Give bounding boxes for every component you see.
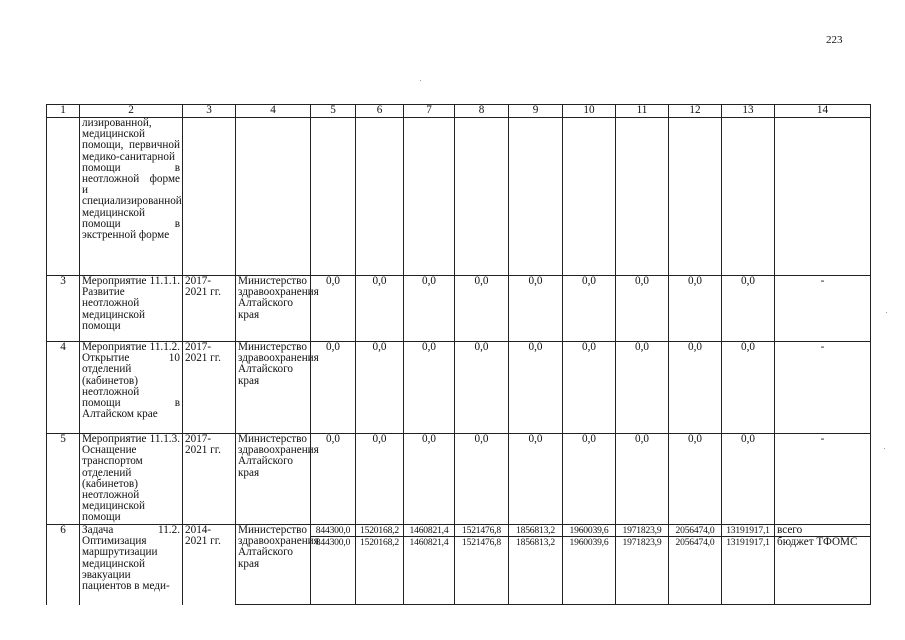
row-value: 0,0 xyxy=(616,434,669,525)
row-value: 0,0 xyxy=(509,276,563,342)
row-number: 3 xyxy=(47,276,80,342)
row-value: 0,0 xyxy=(404,276,455,342)
value-total: 1520168,2 xyxy=(360,525,399,536)
row-value: 0,0 xyxy=(563,434,616,525)
row-period: 2017-2021 гг. xyxy=(183,342,236,434)
row-value: 0,0 xyxy=(563,276,616,342)
row-value: 0,0 xyxy=(669,276,722,342)
row-name: лизированной, медицинской помощи, первичной медико-санитарной помощи в неотложной форме и специализированной медицинской помощи в экстренной форме xyxy=(80,118,183,276)
row-source: - xyxy=(775,434,871,525)
source-tfoms: бюджет ТФОМС xyxy=(775,536,870,548)
row-value: 0,0 xyxy=(616,276,669,342)
row-value xyxy=(616,118,669,276)
row-value-cell xyxy=(669,525,722,605)
row-value xyxy=(404,118,455,276)
value-tfoms: 1856813,2 xyxy=(509,536,562,548)
row-name: Мероприятие 11.1.2. Открытие 10 отделений (кабинетов) неотложной помощи в Алтайском крае xyxy=(80,342,183,434)
row-value: 0,0 xyxy=(563,342,616,434)
row-executor xyxy=(236,118,311,276)
row-value xyxy=(311,118,356,276)
value-total: 13191917,1 xyxy=(726,525,770,536)
value-tfoms: 1521476,8 xyxy=(455,536,508,548)
row-value: 0,0 xyxy=(722,434,775,525)
column-number: 7 xyxy=(404,105,455,118)
row-value-cell xyxy=(356,525,404,605)
row-value xyxy=(455,118,509,276)
row-period: 2014-2021 гг. xyxy=(183,525,236,605)
column-number: 5 xyxy=(311,105,356,118)
column-number: 3 xyxy=(183,105,236,118)
row-value: 0,0 xyxy=(311,434,356,525)
scan-speck xyxy=(420,80,421,81)
value-total: 1521476,8 xyxy=(462,525,501,536)
scan-speck xyxy=(884,448,885,449)
row-executor: Министерство здравоохранения Алтайского края xyxy=(236,342,311,434)
column-number: 9 xyxy=(509,105,563,118)
row-value-cell xyxy=(311,525,356,605)
value-tfoms: 2056474,0 xyxy=(669,536,721,548)
column-number: 10 xyxy=(563,105,616,118)
row-period: 2017-2021 гг. xyxy=(183,276,236,342)
row-value xyxy=(356,118,404,276)
row-value: 0,0 xyxy=(669,434,722,525)
row-value-cell xyxy=(722,525,775,605)
column-number: 6 xyxy=(356,105,404,118)
row-value xyxy=(722,118,775,276)
value-tfoms: 13191917,1 xyxy=(722,536,774,548)
row-number: 5 xyxy=(47,434,80,525)
row-source xyxy=(775,118,871,276)
value-total: 1971823,9 xyxy=(622,525,662,536)
page-number: 223 xyxy=(826,34,843,46)
value-total: 1856813,2 xyxy=(516,525,555,536)
value-tfoms: 1460821,4 xyxy=(404,536,454,548)
row-number: 4 xyxy=(47,342,80,434)
value-tfoms: 1971823,9 xyxy=(616,536,668,548)
value-tfoms: 1960039,6 xyxy=(563,536,615,548)
table-row xyxy=(47,434,871,525)
row-executor: Министерство здравоохранения Алтайского края xyxy=(236,525,311,605)
row-source: - xyxy=(775,276,871,342)
row-value: 0,0 xyxy=(311,342,356,434)
row-period: 2017-2021 гг. xyxy=(183,434,236,525)
row-value: 0,0 xyxy=(669,342,722,434)
row-value: 0,0 xyxy=(455,276,509,342)
column-number: 13 xyxy=(722,105,775,118)
row-value xyxy=(563,118,616,276)
row-name: Мероприятие 11.1.1. Развитие неотложной медицинской помощи xyxy=(80,276,183,342)
row-value: 0,0 xyxy=(311,276,356,342)
column-number: 11 xyxy=(616,105,669,118)
value-tfoms: 844300,0 xyxy=(311,536,355,548)
row-value: 0,0 xyxy=(356,276,404,342)
row-value: 0,0 xyxy=(455,434,509,525)
row-value: 0,0 xyxy=(356,342,404,434)
row-value: 0,0 xyxy=(509,434,563,525)
row-value: 0,0 xyxy=(616,342,669,434)
value-total: 844300,0 xyxy=(315,525,351,536)
value-tfoms: 1520168,2 xyxy=(356,536,403,548)
source-total: всего xyxy=(777,524,803,536)
row-value-cell xyxy=(509,525,563,605)
column-number: 14 xyxy=(775,105,871,118)
value-total: 1960039,6 xyxy=(569,525,609,536)
column-number: 4 xyxy=(236,105,311,118)
scan-speck xyxy=(886,312,887,313)
row-executor: Министерство здравоохранения Алтайского края xyxy=(236,276,311,342)
row-period xyxy=(183,118,236,276)
table-row xyxy=(47,342,871,434)
row-value: 0,0 xyxy=(404,342,455,434)
row-source: - xyxy=(775,342,871,434)
column-number: 1 xyxy=(47,105,80,118)
column-number-row xyxy=(47,105,871,118)
row-source-cell xyxy=(775,525,871,605)
column-number: 2 xyxy=(80,105,183,118)
row-value: 0,0 xyxy=(722,342,775,434)
table-row xyxy=(47,276,871,342)
row-value: 0,0 xyxy=(356,434,404,525)
row-value-cell xyxy=(616,525,669,605)
row-number: 6 xyxy=(47,525,80,605)
row-value: 0,0 xyxy=(404,434,455,525)
row-value xyxy=(669,118,722,276)
row-value-cell xyxy=(563,525,616,605)
row-value-cell xyxy=(404,525,455,605)
value-total: 2056474,0 xyxy=(675,525,715,536)
row-value: 0,0 xyxy=(722,276,775,342)
row-name: Мероприятие 11.1.3. Оснащение транспортом отделений (кабинетов) неотложной медицинской помощи xyxy=(80,434,183,525)
row-name: Задача 11.2. Оптимизация маршрутизации медицинской эвакуации пациентов в меди- xyxy=(80,525,183,605)
row-number xyxy=(47,118,80,276)
row-executor: Министерство здравоохранения Алтайского края xyxy=(236,434,311,525)
column-number: 8 xyxy=(455,105,509,118)
column-number: 12 xyxy=(669,105,722,118)
value-total: 1460821,4 xyxy=(409,525,449,536)
table-row xyxy=(47,118,871,276)
program-table xyxy=(46,104,871,605)
table-row xyxy=(47,525,871,605)
row-value: 0,0 xyxy=(509,342,563,434)
row-value: 0,0 xyxy=(455,342,509,434)
row-value xyxy=(509,118,563,276)
row-value-cell xyxy=(455,525,509,605)
